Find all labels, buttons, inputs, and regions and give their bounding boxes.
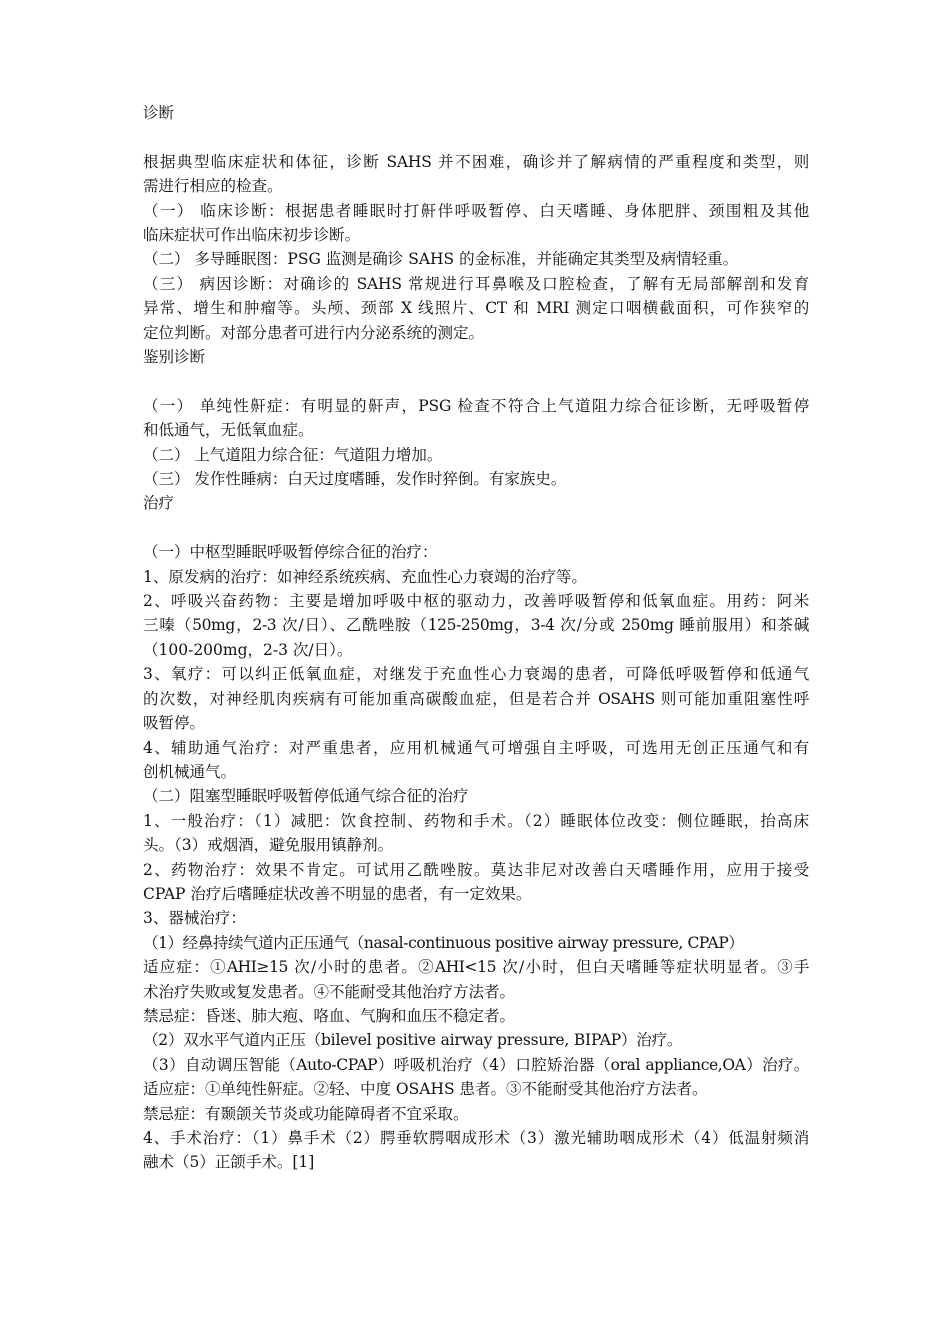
- text-line: （2）双水平气道内正压（bilevel positive airway pressure, BIPAP）治疗。: [143, 1031, 683, 1050]
- text-line: 根据典型临床症状和体征，诊断 SAHS 并不困难，确诊并了解病情的严重程度和类型，则: [143, 152, 809, 171]
- text-line: （三） 病因诊断：对确诊的 SAHS 常规进行耳鼻喉及口腔检查，了解有无局部解剖和发育: [143, 274, 809, 293]
- text-line: 4、手术治疗：（1）鼻手术（2）腭垂软腭咽成形术（3）激光辅助咽成形术（4）低温射频消: [143, 1129, 809, 1148]
- heading-treatment: 治疗: [143, 494, 175, 513]
- heading-diagnosis: 诊断: [143, 104, 175, 122]
- text-line: （1）经鼻持续气道内正压通气（nasal-continuous positive airway pressure, CPAP）: [143, 933, 744, 952]
- text-line: （三） 发作性睡病：白天过度嗜睡，发作时猝倒。有家族史。: [143, 470, 567, 489]
- text-line: 吸暂停。: [143, 714, 206, 733]
- heading-differential-diagnosis: 鉴别诊断: [143, 348, 206, 367]
- text-line: CPAP 治疗后嗜睡症状改善不明显的患者，有一定效果。: [143, 884, 532, 903]
- blank-line: [143, 125, 809, 149]
- text-line: （二） 多导睡眠图：PSG 监测是确诊 SAHS 的金标准，并能确定其类型及病情轻重。: [143, 250, 739, 269]
- text-line: （二） 上气道阻力综合征：气道阻力增加。: [143, 445, 443, 464]
- text-line: 3、器械治疗：: [143, 909, 246, 928]
- text-line: 3、氧疗：可以纠正低氧血症，对继发于充血性心力衰竭的患者，可降低呼吸暂停和低通气: [143, 665, 809, 684]
- text-line: 禁忌症：昏迷、肺大疱、咯血、气胸和血压不稳定者。: [143, 1006, 516, 1025]
- text-line: 创机械通气。: [143, 762, 237, 781]
- text-line: 三嗪（50mg，2-3 次/日）、乙酰唑胺（125-250mg，3-4 次/分或 250mg 睡前服用）和茶碱: [143, 616, 809, 635]
- text-line: 的次数，对神经肌肉疾病有可能加重高碳酸血症，但是若合并 OSAHS 则可能加重阻塞性呼: [143, 689, 809, 708]
- text-line: （100-200mg，2-3 次/日）。: [143, 640, 353, 659]
- text-line: 适应症：①单纯性鼾症。②轻、中度 OSAHS 患者。③不能耐受其他治疗方法者。: [143, 1080, 708, 1099]
- text-line: （二）阻塞型睡眠呼吸暂停低通气综合征的治疗: [143, 787, 469, 806]
- text-line: （3）自动调压智能（Auto-CPAP）呼吸机治疗（4）口腔矫治器（oral appliance,OA）治疗。: [143, 1055, 809, 1074]
- text-line: 需进行相应的检查。: [143, 177, 283, 196]
- text-line: 2、呼吸兴奋药物：主要是增加呼吸中枢的驱动力，改善呼吸暂停和低氧血症。用药：阿米: [143, 592, 809, 611]
- text-line: 2、药物治疗：效果不肯定。可试用乙酰唑胺。莫达非尼对改善白天嗜睡作用，应用于接受: [143, 860, 809, 879]
- text-line: 和低通气，无低氧血症。: [143, 421, 314, 440]
- text-line: 1、一般治疗：（1）减肥：饮食控制、药物和手术。（2）睡眠体位改变：侧位睡眠，抬高床: [143, 811, 809, 830]
- text-line: （一）中枢型睡眠呼吸暂停综合征的治疗：: [143, 543, 438, 562]
- blank-line: [143, 516, 809, 540]
- text-line: （一） 临床诊断：根据患者睡眠时打鼾伴呼吸暂停、白天嗜睡、身体肥胖、颈围粗及其他: [143, 201, 809, 220]
- document-body: [143, 101, 809, 1175]
- text-line: 4、辅助通气治疗：对严重患者，应用机械通气可增强自主呼吸，可选用无创正压通气和有: [143, 738, 809, 757]
- text-line: 禁忌症：有颞颌关节炎或功能障碍者不宜采取。: [143, 1104, 469, 1123]
- text-line: 适应症：①AHI≥15 次/小时的患者。②AHI<15 次/小时，但白天嗜睡等症状明显者。③手: [143, 958, 809, 977]
- text-line: 定位判断。对部分患者可进行内分泌系统的测定。: [143, 323, 485, 342]
- text-line: 异常、增生和肿瘤等。头颅、颈部 X 线照片、CT 和 MRI 测定口咽横截面积，可作狭窄的: [143, 299, 809, 318]
- text-line: 融术（5）正颌手术。[1]: [143, 1153, 315, 1172]
- blank-line: [143, 369, 809, 393]
- text-line: （一） 单纯性鼾症：有明显的鼾声，PSG 检查不符合上气道阻力综合征诊断，无呼吸暂停: [143, 396, 809, 415]
- text-line: 临床症状可作出临床初步诊断。: [143, 226, 361, 245]
- text-line: 1、原发病的治疗：如神经系统疾病、充血性心力衰竭的治疗等。: [143, 567, 587, 586]
- text-line: 术治疗失败或复发患者。④不能耐受其他治疗方法者。: [143, 982, 516, 1001]
- text-line: 头。（3）戒烟酒，避免服用镇静剂。: [143, 836, 394, 855]
